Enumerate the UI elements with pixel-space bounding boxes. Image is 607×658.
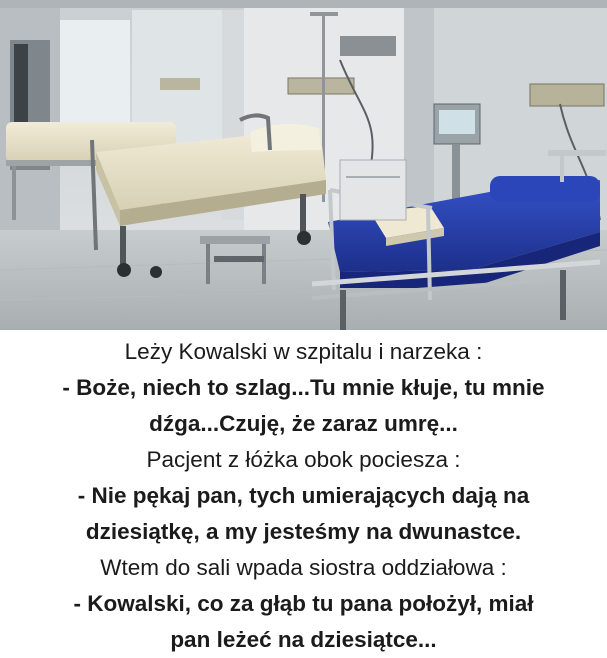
caption-line: pan leżeć na dziesiątce...: [170, 627, 437, 652]
joke-caption: [0, 330, 607, 652]
caption-line: Wtem do sali wpada siostra oddziałowa :: [100, 555, 507, 580]
caption-line: - Boże, niech to szlag...Tu mnie kłuje, tu mnie: [62, 375, 545, 400]
caption-line: dźga...Czuję, że zaraz umrę...: [149, 411, 458, 436]
caption-line: - Nie pękaj pan, tych umierających dają na: [77, 483, 530, 508]
caption-line: Leży Kowalski w szpitalu i narzeka :: [124, 339, 483, 364]
caption-line: - Kowalski, co za głąb tu pana położył, miał: [73, 591, 534, 616]
caption-line: Pacjent z łóżka obok pociesza :: [146, 447, 461, 472]
caption-line: dziesiątkę, a my jesteśmy na dwunastce.: [85, 519, 522, 544]
